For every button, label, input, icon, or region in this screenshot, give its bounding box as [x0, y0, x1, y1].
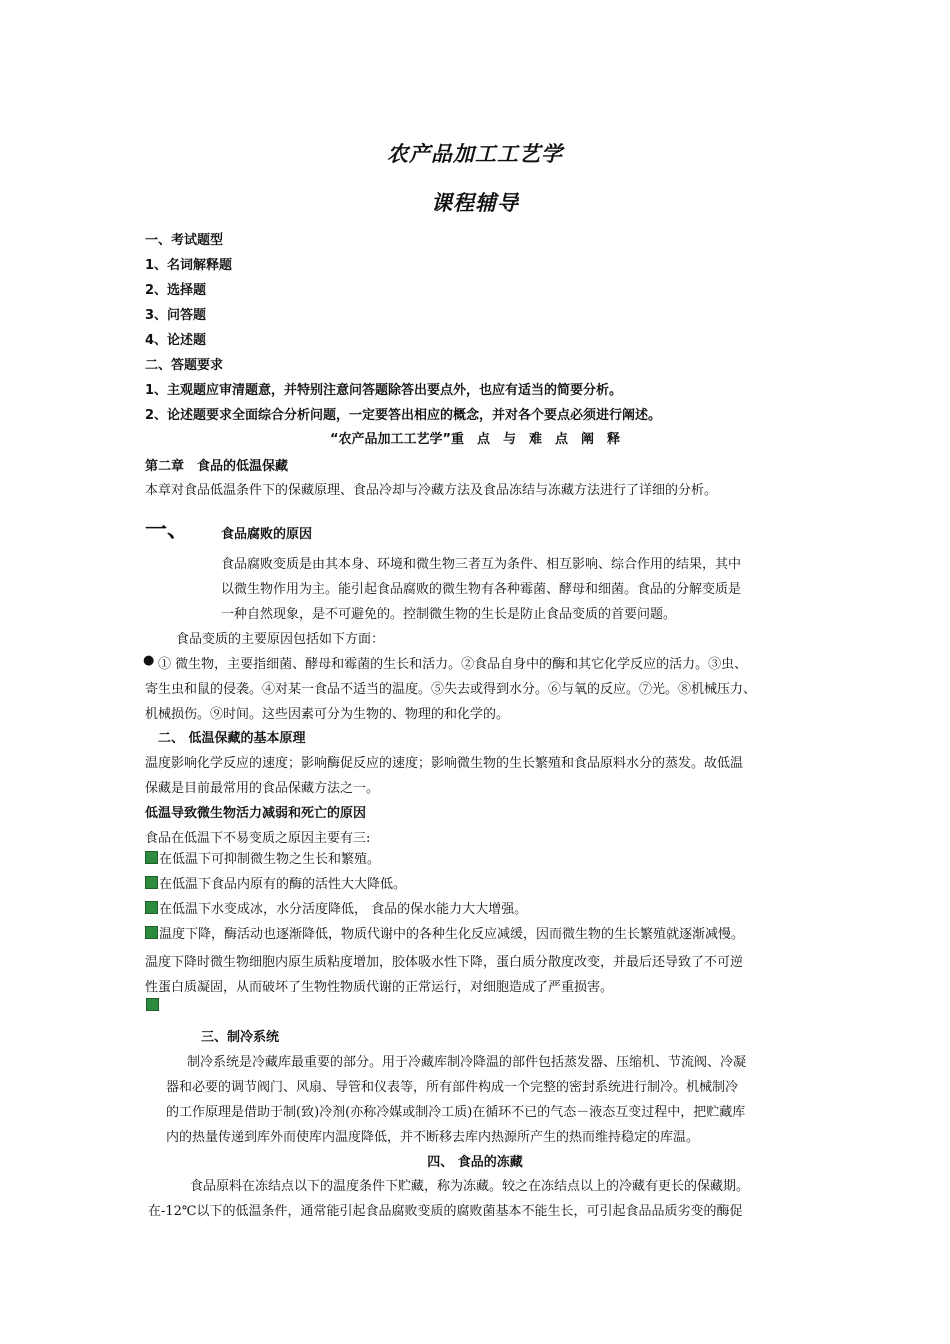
spoilage-causes-lead: 食品变质的主要原因包括如下方面：: [176, 632, 385, 647]
green-square-bullet-icon: [145, 876, 158, 889]
exam-type-item: 4、论述题: [145, 333, 207, 348]
section-4-paragraph-line: 在-12℃以下的低温条件，通常能引起食品腐败变质的腐败菌基本不能生长，可引起食品品质劣变的酶促: [148, 1204, 743, 1219]
section-3-paragraph-line: 器和必要的调节阀门、风扇、导管和仪表等，所有部件构成一个完整的密封系统进行制冷。机械制冷: [166, 1080, 739, 1095]
chapter-intro: 本章对食品低温条件下的保藏原理、食品冷却与冷藏方法及食品冻结与冻藏方法进行了详细的分析。: [145, 483, 718, 498]
document-subtitle: 课程辅导: [431, 190, 519, 215]
answer-requirement-item: 1、主观题应审清题意，并特别注意问答题除答出要点外，也应有适当的简要分析。: [145, 383, 623, 398]
exam-type-item: 1、名词解释题: [145, 258, 233, 273]
section-2-paragraph2-line: 性蛋白质凝固，从而破坏了生物性物质代谢的正常运行，对细胞造成了严重损害。: [145, 980, 614, 995]
section-3-paragraph-line: 的工作原理是借助于制(致)冷剂(亦称冷媒或制冷工质)在循环不已的气态－液态互变过程中，把贮藏库: [166, 1105, 746, 1120]
exam-types-heading: 一、考试题型: [145, 233, 224, 248]
section-2-sub-lead: 食品在低温下不易变质之原因主要有三:: [145, 831, 371, 846]
chapter-heading: 第二章 食品的低温保藏: [145, 459, 289, 474]
answer-requirements-heading: 二、答题要求: [145, 358, 224, 373]
section-2-subheading: 低温导致微生物活力减弱和死亡的原因: [145, 806, 367, 821]
section-3-paragraph-line: 制冷系统是冷藏库最重要的部分。用于冷藏库制冷降温的部件包括蒸发器、压缩机、节流阀、冷凝: [187, 1055, 747, 1070]
section-2-title: 二、 低温保藏的基本原理: [158, 731, 306, 746]
document-title: 农产品加工工艺学: [387, 141, 563, 166]
section-1-paragraph-line: 以微生物作用为主。能引起食品腐败的微生物有各种霉菌、酵母和细菌。食品的分解变质是: [221, 582, 742, 597]
spoilage-causes-line: ① 微生物，主要指细菌、酵母和霉菌的生长和活力。②食品自身中的酶和其它化学反应的活力。③虫、: [158, 657, 748, 672]
spoilage-causes-line: 机械损伤。⑨时间。这些因素可分为生物的、物理的和化学的。: [145, 707, 510, 722]
green-square-bullet-icon: [146, 998, 159, 1011]
list-item: 温度下降，酶活动也逐渐降低，物质代谢中的各种生化反应减缓，因而微生物的生长繁殖就逐渐减慢。: [145, 923, 744, 942]
green-square-bullet-icon: [145, 926, 158, 939]
list-item: 在低温下水变成冰，水分活度降低， 食品的保水能力大大增强。: [145, 898, 527, 917]
section-1-paragraph-line: 食品腐败变质是由其本身、环境和微生物三者互为条件、相互影响、综合作用的结果，其中: [221, 557, 742, 572]
green-square-bullet-icon: [145, 901, 158, 914]
answer-requirement-item: 2、论述题要求全面综合分析问题，一定要答出相应的概念，并对各个要点必须进行阐述。: [145, 408, 662, 423]
list-item: 在低温下可抑制微生物之生长和繁殖。: [145, 848, 380, 867]
section-4-paragraph-line: 食品原料在冻结点以下的温度条件下贮藏，称为冻藏。较之在冻结点以上的冷藏有更长的保藏期。: [190, 1179, 750, 1194]
section-3-title: 三、制冷系统: [201, 1030, 280, 1045]
exam-type-item: 2、选择题: [145, 283, 207, 298]
green-square-bullet-icon: [145, 851, 158, 864]
exam-type-item: 3、问答题: [145, 308, 207, 323]
section-4-title: 四、 食品的冻藏: [427, 1155, 523, 1170]
bullet-icon: ●: [143, 653, 155, 668]
section-3-paragraph-line: 内的热量传递到库外而使库内温度降低，并不断移去库内热源所产生的热而维持稳定的库温。: [166, 1130, 700, 1145]
section-1-paragraph-line: 一种自然现象，是不可避免的。控制微生物的生长是防止食品变质的首要问题。: [221, 607, 677, 622]
section-1-title: 食品腐败的原因: [221, 527, 313, 542]
spoilage-causes-line: 寄生虫和鼠的侵袭。④对某一食品不适当的温度。⑤失去或得到水分。⑥与氧的反应。⑦光。⑧机械压力、: [145, 682, 757, 697]
section-1-number: 一、: [145, 517, 190, 543]
section-2-paragraph2-line: 温度下降时微生物细胞内原生质粘度增加，胶体吸水性下降，蛋白质分散度改变，并最后还导致了不可逆: [145, 955, 744, 970]
list-item: 在低温下食品内原有的酶的活性大大降低。: [145, 873, 406, 892]
section-2-paragraph-line: 保藏是目前最常用的食品保藏方法之一。: [145, 781, 380, 796]
key-points-heading: “农产品加工工艺学”重 点 与 难 点 阐 释: [329, 432, 621, 447]
section-2-paragraph-line: 温度影响化学反应的速度；影响酶促反应的速度；影响微生物的生长繁殖和食品原料水分的蒸发。故低温: [145, 756, 744, 771]
